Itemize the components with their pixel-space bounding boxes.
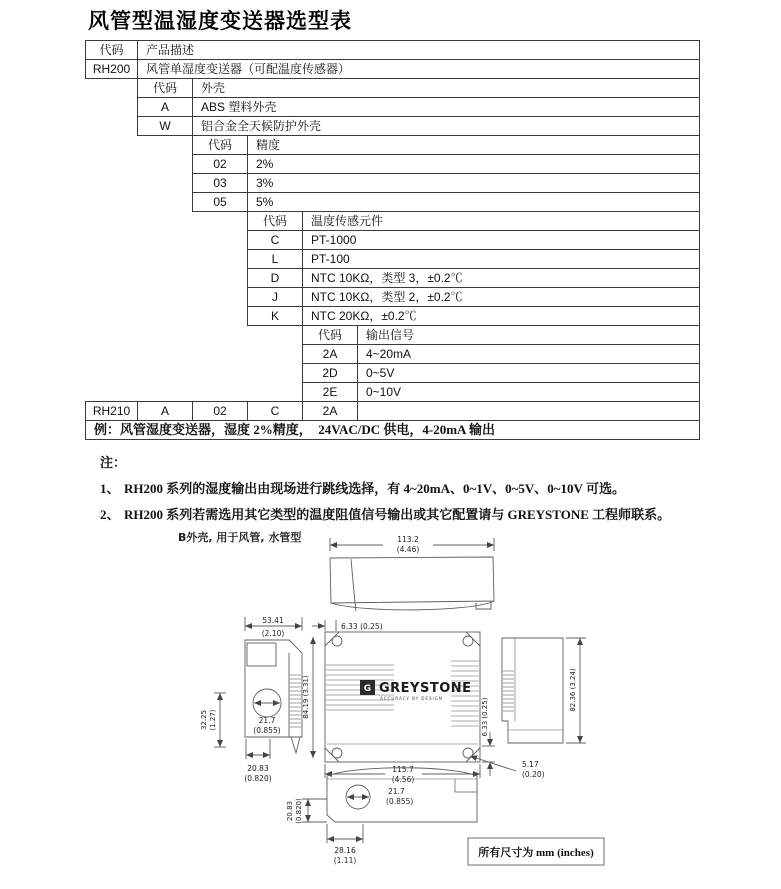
dim-top-width-in: (4.46) <box>396 545 420 554</box>
dim-hole-mm: 5.17 <box>522 760 539 769</box>
dim-bottom-width-mm: 28.16 <box>334 846 356 855</box>
desc-cell: 产品描述 <box>146 43 195 57</box>
table-row <box>302 344 700 364</box>
desc-cell: 2% <box>256 157 274 171</box>
dim-hole-in: (0.20) <box>522 770 545 779</box>
code-cell: RH200 <box>86 60 138 78</box>
notes-label: 注： <box>100 455 127 470</box>
page-title: 风管型温湿度变送器选型表 <box>88 9 352 33</box>
dim-front-width-in: (4.56) <box>391 775 415 784</box>
code-cell: 代码 <box>303 326 358 344</box>
desc-cell: 0~10V <box>366 385 402 399</box>
note-text: RH200 系列的湿度输出由现场进行跳线选择，有 4~20mA、0~1V、0~5V、0~10V 可选。 <box>124 481 625 496</box>
desc-cell: 铝合金全天候防护外壳 <box>201 119 322 133</box>
table-row <box>192 154 700 174</box>
table-row <box>247 268 700 288</box>
dim-side-height: 82.36 (3.24) <box>569 668 577 712</box>
code-cell: A <box>138 402 193 420</box>
dim-top-width-mm: 113.2 <box>397 535 419 544</box>
table-row <box>247 230 700 250</box>
dim-left-height-mm: 32.25 <box>200 709 208 731</box>
example-note: 例：风管湿度变送器，湿度 2%精度， 24VAC/DC 供电，4-20mA 输出 <box>94 422 495 437</box>
drawing-caption: B外壳, 用于风管, 水管型 <box>178 531 302 544</box>
dim-left-width-mm: 53.41 <box>262 616 284 625</box>
dim-bottom-left-mm: 20.83 <box>286 800 294 822</box>
note-item <box>100 504 700 523</box>
left-side-view <box>214 617 302 759</box>
example-code-row <box>85 401 700 421</box>
note-number: 1、 <box>100 481 120 496</box>
brand-tagline: ACCURACY BY DESIGN <box>380 696 443 701</box>
desc-cell: NTC 10KΩ，类型 2，±0.2℃ <box>311 290 463 304</box>
units-note: 所有尺寸为 mm (inches) <box>478 847 594 859</box>
code-cell: 2A <box>303 345 358 363</box>
dimension-drawing <box>150 525 710 885</box>
table-row <box>85 59 700 79</box>
note-number: 2、 <box>100 507 120 522</box>
table-row <box>247 249 700 269</box>
desc-cell: 精度 <box>256 138 281 152</box>
desc-cell: 4~20mA <box>366 347 412 361</box>
code-cell: 代码 <box>138 79 193 97</box>
table-row <box>302 363 700 383</box>
desc-cell: 温度传感元件 <box>311 214 384 228</box>
table-row <box>192 192 700 212</box>
desc-cell: 输出信号 <box>366 328 415 342</box>
code-cell: W <box>138 117 193 135</box>
dim-bottom-left-in: (0.820) <box>295 798 303 824</box>
dim-front-offset: 6.33 (0.25) <box>341 622 383 631</box>
code-cell: 02 <box>193 402 248 420</box>
dim-front-height: 84.19 (3.31) <box>302 675 310 719</box>
code-cell: J <box>248 288 303 306</box>
table-row <box>85 40 700 60</box>
dim-front-right: 6.33 (0.25) <box>481 697 489 737</box>
table-row <box>192 173 700 193</box>
code-cell: 02 <box>193 155 248 173</box>
table-row <box>137 97 700 117</box>
code-cell: C <box>248 231 303 249</box>
note-item <box>100 478 700 497</box>
note-text: RH200 系列若需选用其它类型的温度阻值信号输出或其它配置请与 GREYSTONE 工程师联系。 <box>124 507 671 522</box>
example-note-row <box>85 420 700 440</box>
brand-name: GREYSTONE <box>379 681 472 696</box>
table-row <box>192 135 700 155</box>
table-row <box>137 78 700 98</box>
code-cell: 代码 <box>86 41 138 59</box>
code-cell: RH210 <box>86 402 138 420</box>
desc-cell: PT-1000 <box>311 233 357 247</box>
desc-cell: ABS 塑料外壳 <box>201 100 277 114</box>
dim-bottom-circle-in: (0.855) <box>386 797 414 806</box>
desc-cell: 5% <box>256 195 274 209</box>
desc-cell: 0~5V <box>366 366 395 380</box>
desc-cell: NTC 20KΩ，±0.2℃ <box>311 309 417 323</box>
dim-left-width-in: (2.10) <box>261 629 285 638</box>
desc-cell: NTC 10KΩ，类型 3，±0.2℃ <box>311 271 463 285</box>
desc-cell: 风管单湿度变送器（可配温度传感器） <box>146 62 351 76</box>
code-cell: 2A <box>303 402 358 420</box>
code-cell: 05 <box>193 193 248 211</box>
code-cell: D <box>248 269 303 287</box>
code-cell: 代码 <box>248 212 303 230</box>
table-row <box>302 325 700 345</box>
dim-front-width-mm: 115.7 <box>392 765 414 774</box>
table-row <box>247 287 700 307</box>
notes-section <box>100 452 700 523</box>
dim-left-circle-in: (0.855) <box>253 726 281 735</box>
dim-left-bottom-in: (0.820) <box>244 774 272 783</box>
code-cell: A <box>138 98 193 116</box>
code-cell: C <box>248 402 303 420</box>
desc-cell: PT-100 <box>311 252 350 266</box>
code-cell: L <box>248 250 303 268</box>
desc-cell: 3% <box>256 176 274 190</box>
table-row <box>302 382 700 402</box>
dim-bottom-width-in: (1.11) <box>333 856 357 865</box>
dim-bottom-circle-mm: 21.7 <box>388 787 405 796</box>
dim-left-circle-mm: 21.7 <box>258 716 276 725</box>
brand-logo-letter: G <box>363 684 372 694</box>
table-row <box>137 116 700 136</box>
code-cell: 代码 <box>193 136 248 154</box>
code-cell: 2E <box>303 383 358 401</box>
table-row <box>247 211 700 231</box>
dim-left-bottom-mm: 20.83 <box>247 764 269 773</box>
dim-left-height-in: (1.27) <box>209 709 217 731</box>
desc-cell: 外壳 <box>201 81 226 95</box>
code-cell: K <box>248 307 303 325</box>
code-cell: 2D <box>303 364 358 382</box>
table-row <box>247 306 700 326</box>
empty-cell <box>358 402 699 420</box>
code-cell: 03 <box>193 174 248 192</box>
